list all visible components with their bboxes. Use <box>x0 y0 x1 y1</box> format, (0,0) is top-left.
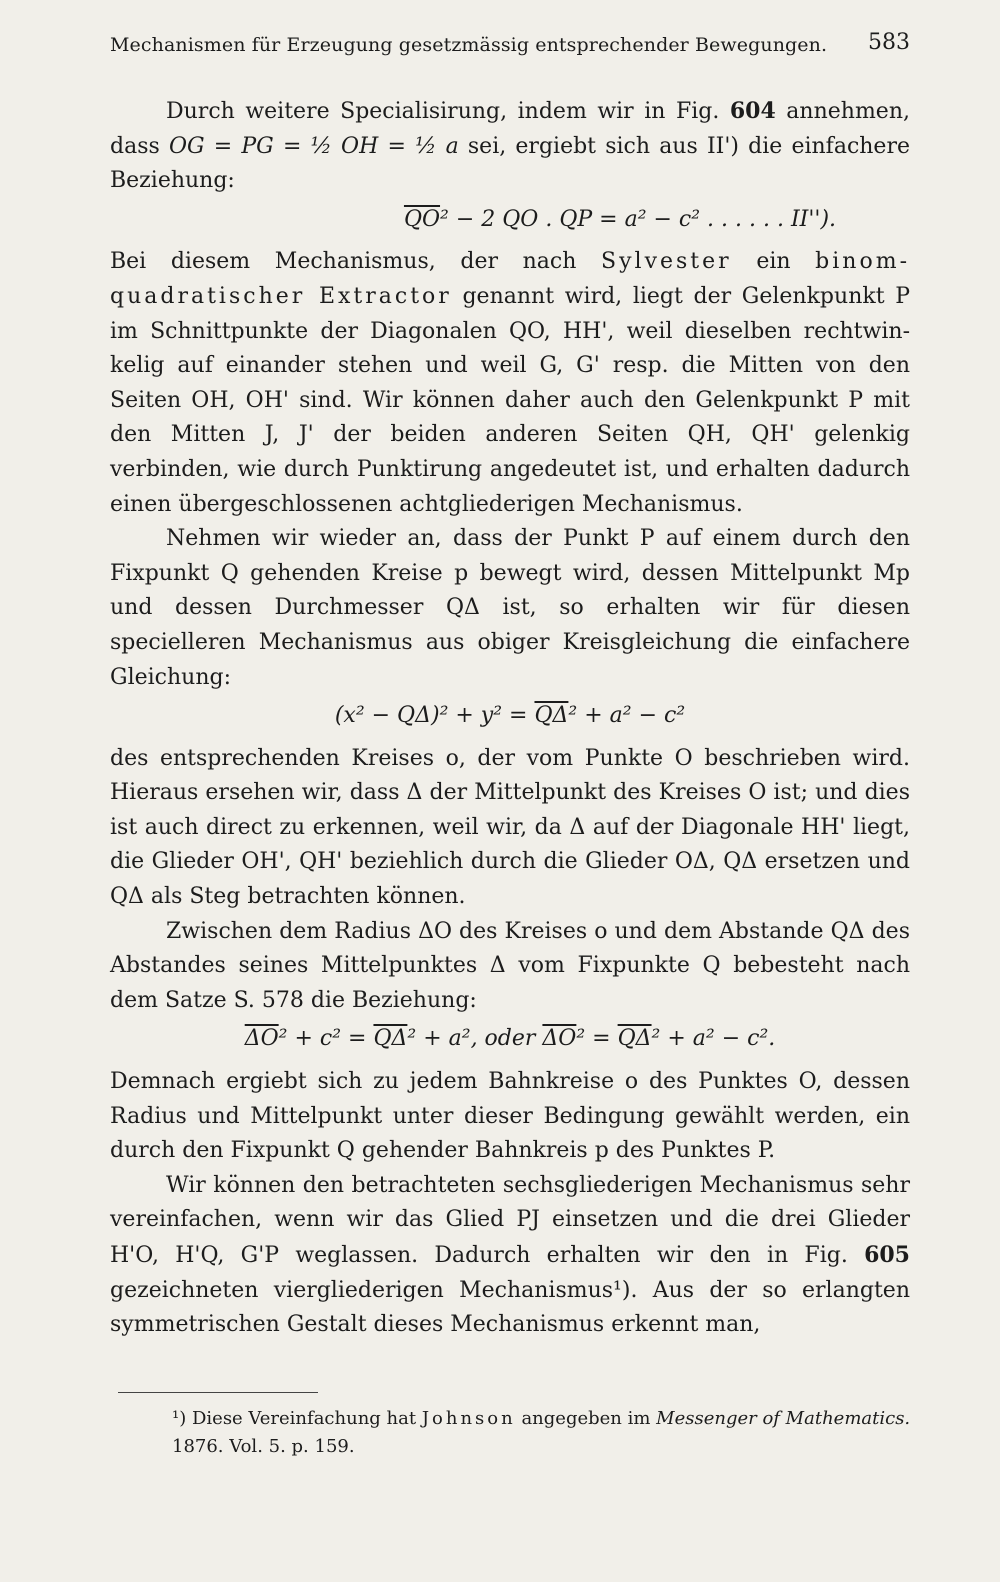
equation-text: ² − 2 QO . QP = a² − c² . . . . . . II''). <box>440 206 837 232</box>
overlined-term: $\overline{Q\Delta}$ <box>617 1026 652 1052</box>
paragraph-2 <box>110 245 910 522</box>
equation-text: ² + a² − c² <box>568 703 686 729</box>
text-run: Durch weitere Specialisirung, indem wir in Fig. <box>166 99 730 124</box>
equation-relation <box>110 1022 910 1057</box>
page-header <box>110 30 910 66</box>
equation-circle <box>110 699 910 734</box>
text-run: annehmen, dass <box>110 99 910 159</box>
equation-text: (x² − QΔ)² + y² = <box>334 703 535 729</box>
text-run: 1876. Vol. 5. p. 159. <box>172 1436 355 1457</box>
figure-reference: 605 <box>864 1242 910 1268</box>
author-name: Johnson <box>421 1408 516 1429</box>
text-run: ein <box>731 249 816 275</box>
paragraph-5: Zwischen dem Radius ΔO des Kreises o und dem Abstande QΔ des Abstandes seines Mittelpunktes Δ vom Fixpunkte Q bebesteht nach dem Satze S. 578 die Beziehung: <box>110 918 910 1013</box>
footnote <box>118 1405 918 1461</box>
overlined-term: $\overline{Q\Delta}$ <box>534 703 569 729</box>
equation-text: ² + c² = <box>278 1026 374 1052</box>
inline-math: OG = PG = ½ OH = ½ a <box>168 133 459 159</box>
text-run: Diese Vereinfachung hat <box>186 1408 422 1429</box>
paragraph-3: Nehmen wir wieder an, dass der Punkt P auf einem durch den Fixpunkt Q gehenden Kreise p bewegt wird, dessen Mittelpunkt Mp und dessen Durchmesser QΔ ist, so erhalten wir für diesen specielleren Mechanismus aus obiger Kreisgleichung die einfachere Gleichung: <box>110 526 910 690</box>
overlined-term: $\overline{Q\Delta}$ <box>373 1026 408 1052</box>
paragraph-6: Demnach ergiebt sich zu jedem Bahnkreise o des Punktes O, dessen Radius und Mittelpunkt unter dieser Bedingung gewählt werden, ein durch den Fixpunkt Q gehender Bahnkreis p des Punktes P. <box>110 1069 910 1164</box>
equation-II-double-prime <box>330 203 910 238</box>
footnote-divider <box>118 1392 318 1393</box>
body-text <box>110 94 910 1343</box>
paragraph-1 <box>110 94 910 199</box>
text-run: Bei diesem Mechanismus, der nach <box>110 249 602 275</box>
text-run: gezeichneten viergliederigen Mechanismus¹). Aus der so erlangten symmetrischen Gestalt dieses Mechanismus erkennt man, <box>110 1277 910 1338</box>
text-run: angegeben im <box>515 1408 657 1429</box>
paragraph-7 <box>110 1169 910 1343</box>
overlined-term: $\overline{\Delta O}$ <box>542 1026 577 1052</box>
equation-text: ² = <box>576 1026 618 1052</box>
overlined-term: $\overline{\Delta O}$ <box>244 1026 279 1052</box>
journal-title: Messenger of Mathematics. <box>656 1408 911 1429</box>
author-name: Sylvester <box>601 249 732 275</box>
footnote-line <box>118 1405 918 1461</box>
paragraph-4: des entsprechenden Kreises o, der vom Punkte O beschrieben wird. Hieraus ersehen wir, dass Δ der Mittelpunkt des Kreises O ist; und dies ist auch direct zu erkennen, weil wir, da Δ auf der Diagonale HH' liegt, die Glieder OH', QH' beziehlich durch die Glieder OΔ, QΔ ersetzen und QΔ als Steg betrachten können. <box>110 745 910 910</box>
text-run: genannt wird, liegt der Gelenkpunkt P im Schnittpunkte der Diagonalen QO, HH', weil dieselben rechtwinkelig auf einander stehen und weil G, G' resp. die Mitten von den Seiten OH, OH' sind. Wir können daher auch den Gelenkpunkt P mit den Mitten J, J' der beiden anderen Seiten QH, QH' gelenkig verbinden, wie durch Punktirung angedeutet ist, und erhalten dadurch einen übergeschlossenen achtgliederigen Mechanismus. <box>110 283 910 517</box>
term-name: binom-quadratischer Extractor <box>110 249 910 309</box>
page-number: 583 <box>868 30 910 55</box>
overlined-term: $\overline{QO}$ <box>403 206 441 232</box>
equation-text: ² + a², oder <box>407 1026 543 1052</box>
text-run: sei, ergiebt sich aus II') die einfachere Beziehung: <box>110 133 910 194</box>
equation-text: ² + a² − c². <box>651 1026 776 1052</box>
text-run: Wir können den betrachteten sechsgliederigen Mechanismus sehr vereinfachen, wenn wir das Glied PJ einsetzen und die drei Glieder H'O, H'Q, G'P weglassen. Dadurch erhalten wir den in Fig. <box>110 1172 910 1268</box>
running-head: Mechanismen für Erzeugung gesetzmässig entsprechender Bewegungen. <box>110 34 828 56</box>
figure-reference: 604 <box>729 98 776 124</box>
footnote-marker: ¹) <box>172 1408 187 1429</box>
